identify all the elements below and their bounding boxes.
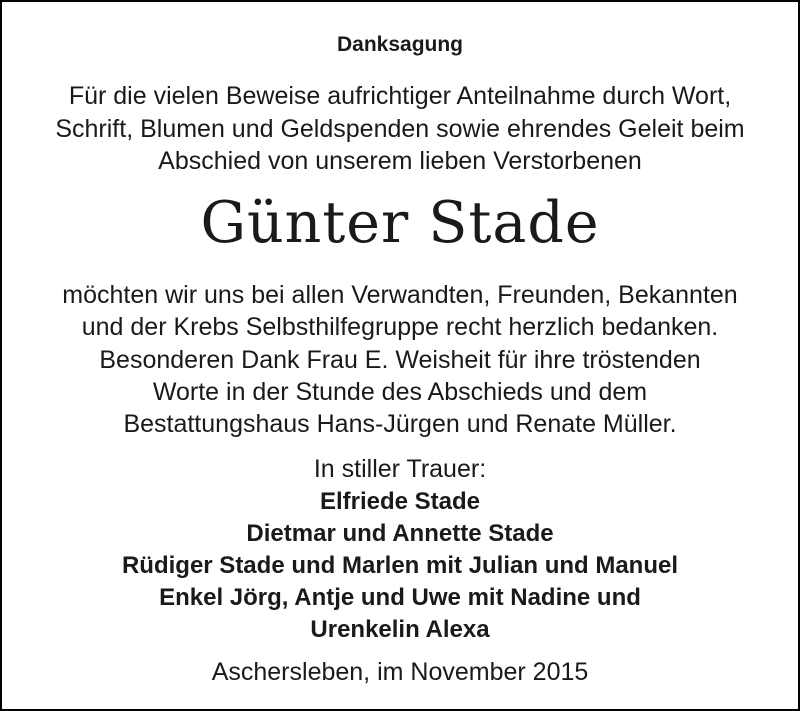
mourner-2: Dietmar und Annette Stade	[246, 520, 554, 547]
deceased-name: Günter Stade	[200, 190, 600, 256]
place-date: Aschersleben, im November 2015	[211, 658, 589, 686]
notice-title: Danksagung	[336, 33, 464, 56]
thanks-line-3: Besonderen Dank Frau E. Weisheit für ihre tröstenden	[99, 346, 701, 374]
thanks-line-2: und der Krebs Selbsthilfegruppe recht herzlich bedanken.	[81, 313, 719, 341]
intro-line-1: Für die vielen Beweise aufrichtiger Anteilnahme durch Wort,	[68, 82, 732, 110]
thanks-line-4: Worte in der Stunde des Abschieds und dem	[152, 378, 648, 406]
mourner-5: Urenkelin Alexa	[310, 616, 490, 643]
mourning-intro: In stiller Trauer:	[313, 455, 487, 483]
intro-line-2: Schrift, Blumen und Geldspenden sowie ehrendes Geleit beim	[55, 115, 745, 143]
mourner-4: Enkel Jörg, Antje und Uwe mit Nadine und	[159, 584, 641, 611]
intro-line-3: Abschied von unserem lieben Verstorbenen	[158, 147, 642, 175]
thanks-line-5: Bestattungshaus Hans-Jürgen und Renate Müller.	[123, 410, 677, 438]
mourner-1: Elfriede Stade	[319, 488, 481, 515]
thanks-line-1: möchten wir uns bei allen Verwandten, Freunden, Bekannten	[62, 281, 738, 309]
mourner-3: Rüdiger Stade und Marlen mit Julian und Manuel	[121, 552, 679, 579]
